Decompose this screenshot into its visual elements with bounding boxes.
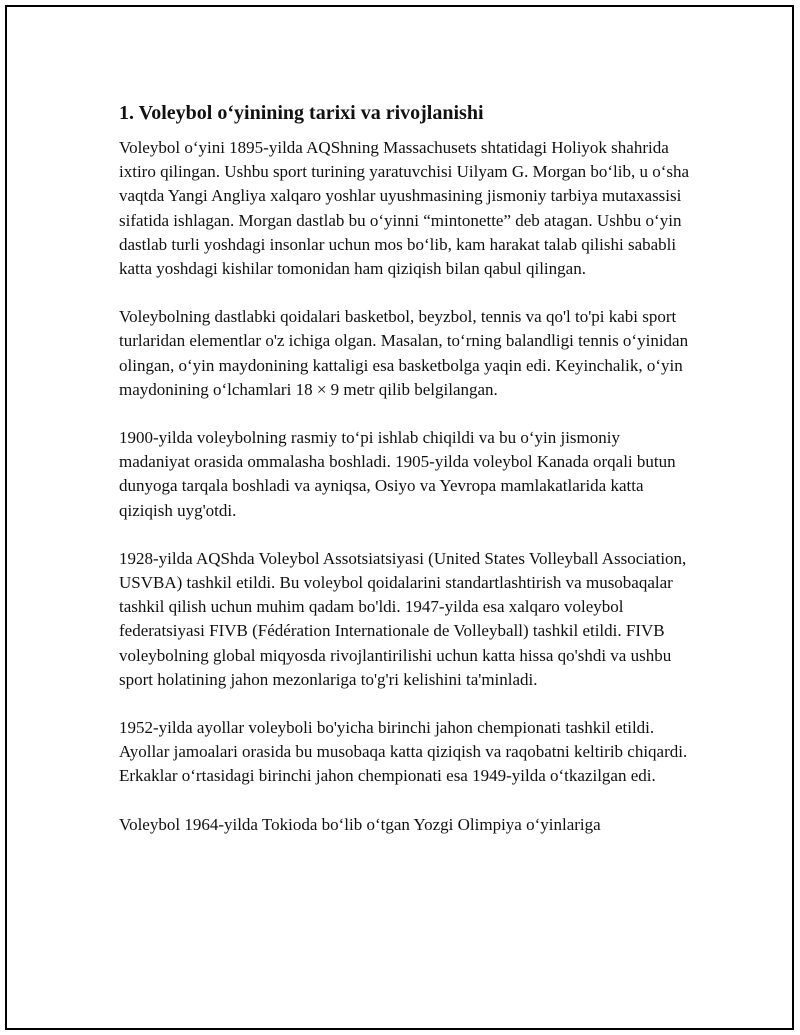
document-body xyxy=(119,100,694,861)
paragraph-olympics: Voleybol 1964-yilda Tokioda bo‘lib o‘tgan Yozgi Olimpiya o‘yinlariga xyxy=(119,814,601,834)
paragraph-rules: Voleybolning dastlabki qoidalari basketbol, beyzbol, tennis va qo'l to'pi kabi sport turlaridan elementlar o'z ichiga olgan. Masalan, to‘rning balandligi tennis o‘yinidan olingan, o‘yin maydonining kattaligi esa basketbolga yaqin edi. Keyinchalik, o‘yin maydonining o‘lchamlari 18 × 9 metr qilib belgilangan. xyxy=(119,307,689,399)
paragraph-spread: 1900-yilda voleybolning rasmiy to‘pi ishlab chiqildi va bu o‘yin jismoniy madaniyat orasida ommalasha boshladi. 1905-yilda voleybol Kanada orqali butun dunyoga tarqala boshladi va ayniqsa, Osiyo va Yevropa mamlakatlarida katta qiziqish uyg'otdi. xyxy=(119,428,676,520)
paragraph-origin: Voleybol o‘yini 1895-yilda AQShning Massachusets shtatidagi Holiyok shahrida ixtiro qilingan. Ushbu sport turining yaratuvchisi Uilyam G. Morgan bo‘lib, u o‘sha vaqtda Yangi Angliya xalqaro yoshlar uyushmasining jismoniy tarbiya mutaxassisi sifatida ishlagan. Morgan dastlab bu o‘yinni “mintonette” deb atagan. Ushbu o‘yin dastlab turli yoshdagi insonlar uchun mos bo‘lib, kam harakat talab qilishi sababli katta yoshdagi kishilar tomonidan ham qiziqish bilan qabul qilingan. xyxy=(119,138,690,279)
page-frame xyxy=(5,5,794,1030)
section-heading: 1. Voleybol o‘yinining tarixi va rivojlanishi xyxy=(119,102,484,124)
paragraph-associations: 1928-yilda AQShda Voleybol Assotsiatsiyasi (United States Volleyball Association, USVBA) tashkil etildi. Bu voleybol qoidalarini standartlashtirish va musobaqalar tashkil qilish uchun muhim qadam bo'ldi. 1947-yilda esa xalqaro voleybol federatsiyasi FIVB (Fédération Internationale de Volleyball) tashkil etildi. FIVB voleybolning global miqyosda rivojlantirilishi uchun katta hissa qo'shdi va ushbu sport holatining jahon mezonlariga to'g'ri kelishini ta'minladi. xyxy=(119,548,687,689)
paragraph-championships: 1952-yilda ayollar voleyboli bo'yicha birinchi jahon chempionati tashkil etildi. Ayollar jamoalari orasida bu musobaqa katta qiziqish va raqobatni keltirib chiqardi. Erkaklar o‘rtasidagi birinchi jahon chempionati esa 1949-yilda o‘tkazilgan edi. xyxy=(119,718,688,786)
